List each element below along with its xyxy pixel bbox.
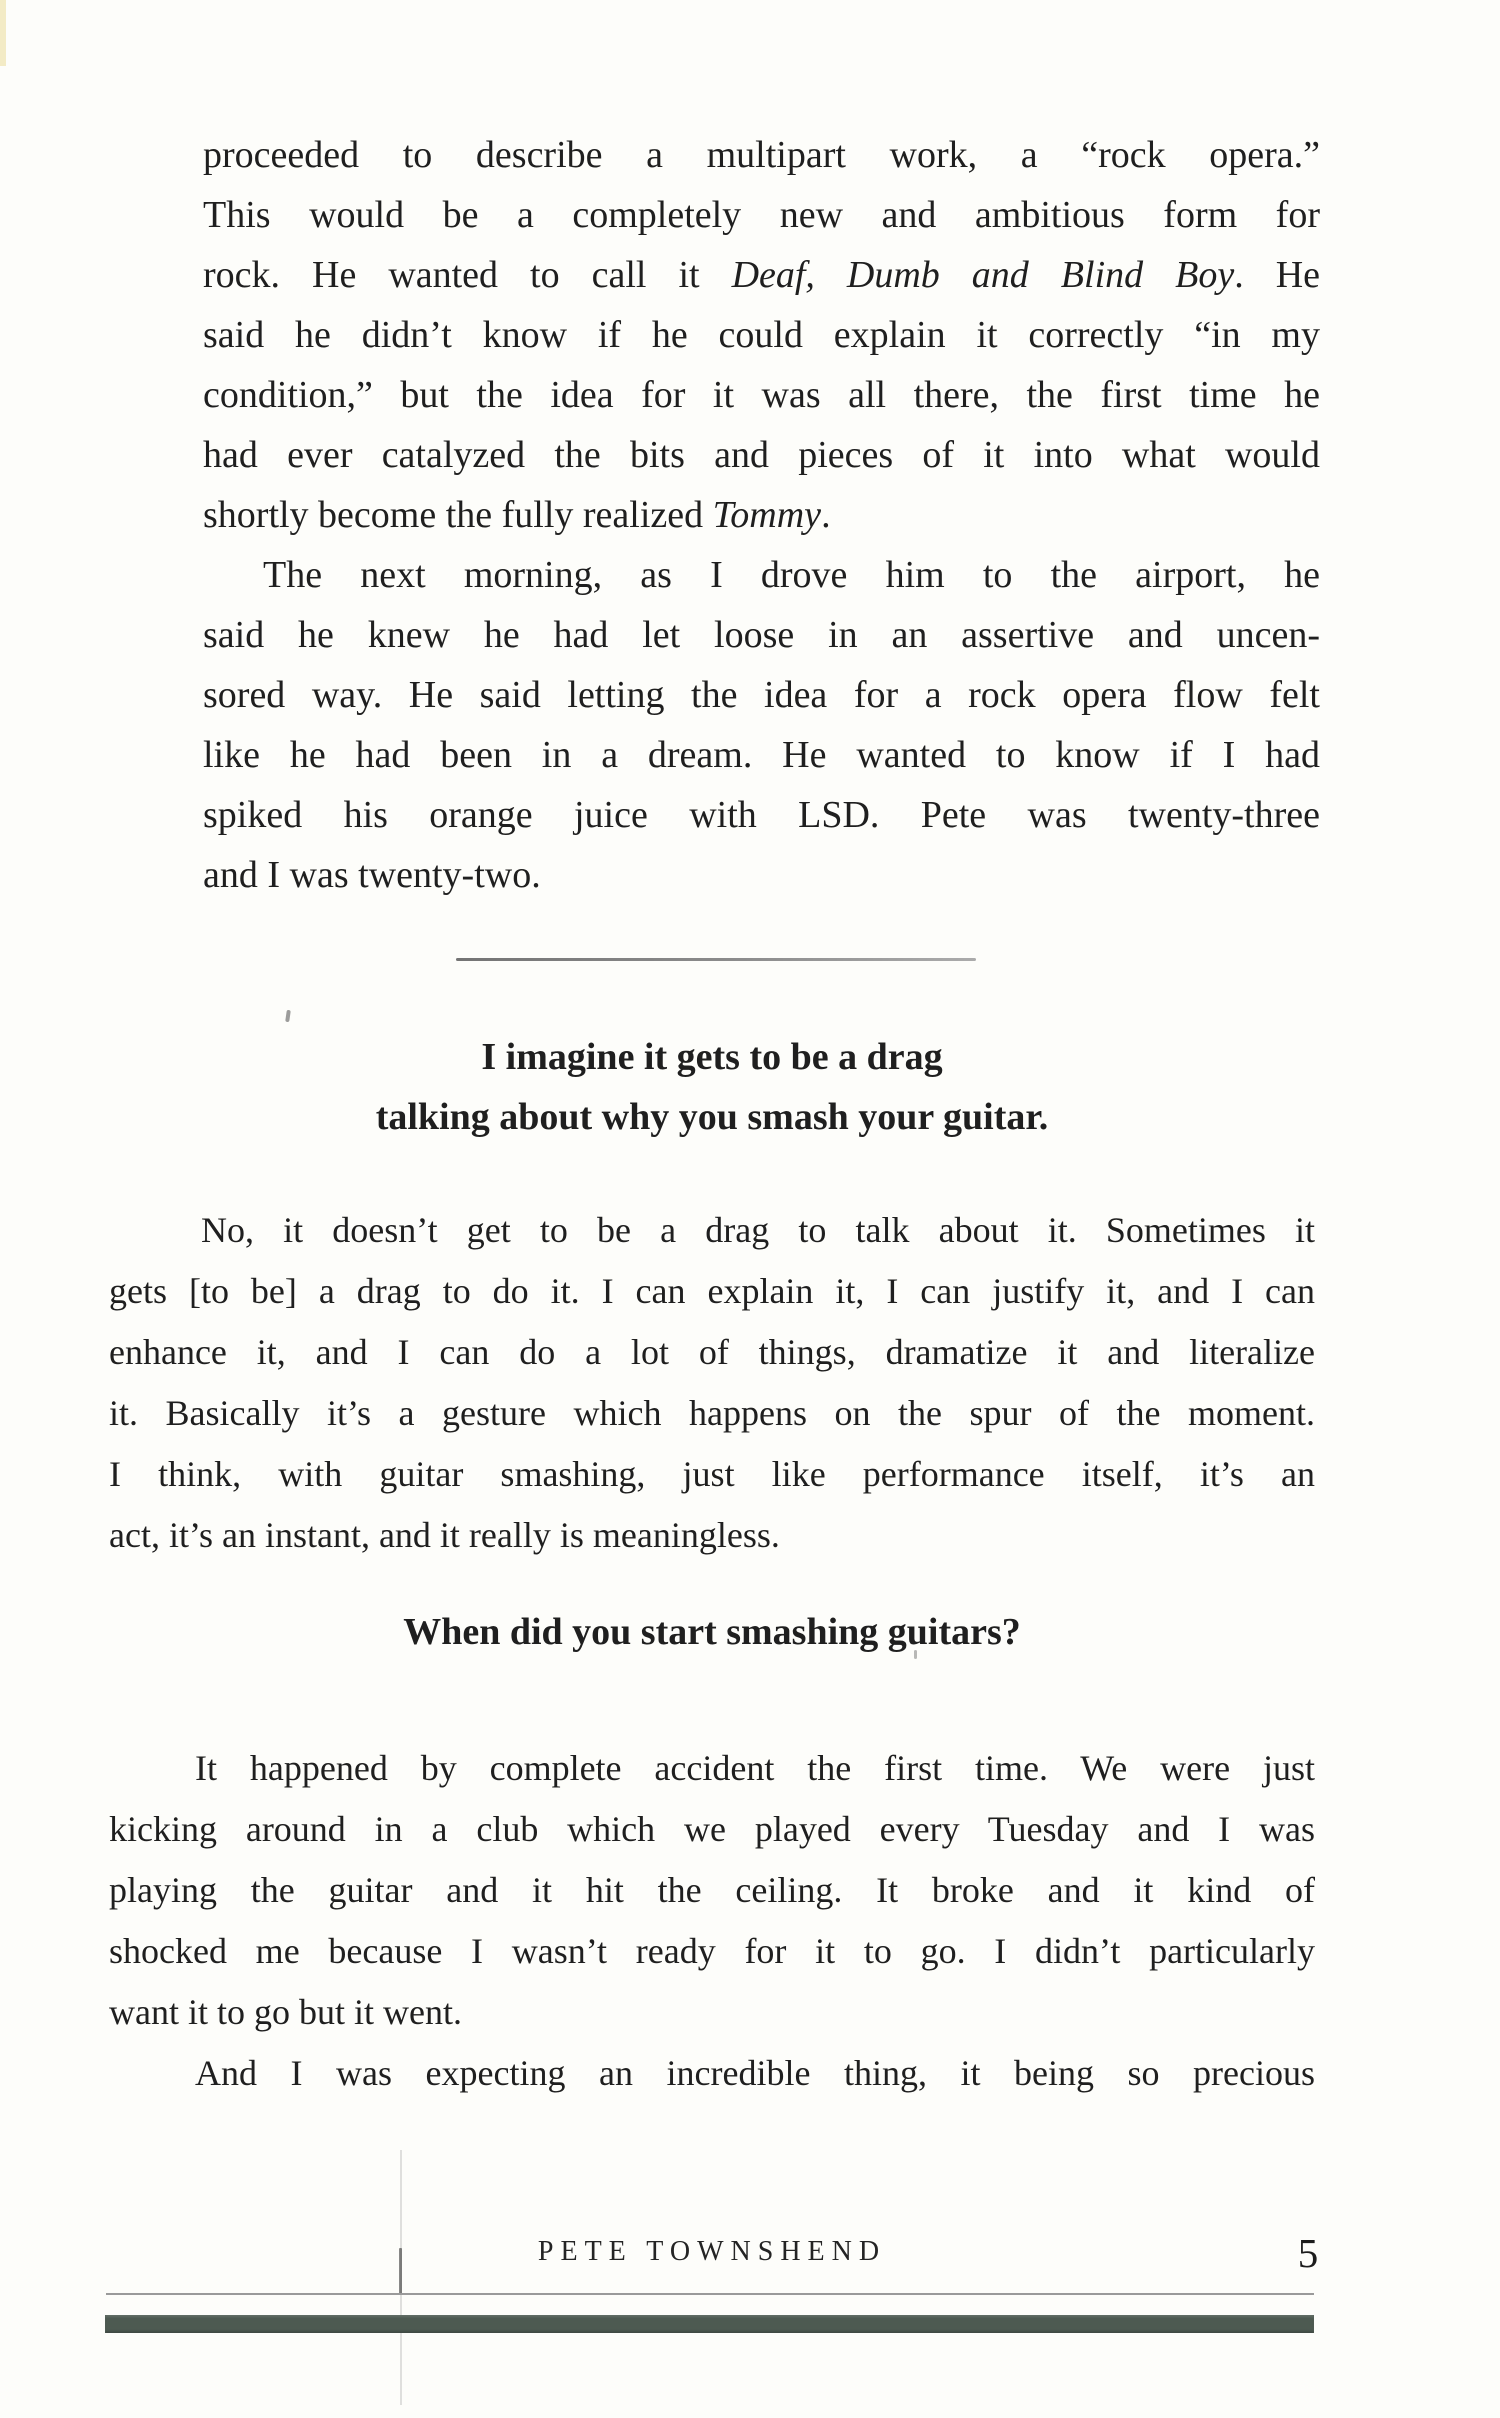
text-line: proceeded to describe a multipart work, a “rock opera.”: [203, 134, 1320, 176]
footer-thin-rule: [106, 2293, 1314, 2295]
interview-question-2: [109, 1602, 1315, 1662]
text-line: had ever catalyzed the bits and pieces of it into what would: [203, 434, 1320, 476]
text-line: enhance it, and I can do a lot of things, dramatize it and literalize: [109, 1332, 1315, 1372]
text-line: When did you start smashing guitars?: [403, 1611, 1021, 1653]
text-line: spiked his orange juice with LSD. Pete was twenty-three: [203, 794, 1320, 836]
text-line: It happened by complete accident the first time. We were just: [195, 1748, 1315, 1788]
text-line: talking about why you smash your guitar.: [375, 1096, 1049, 1138]
text-line: The next morning, as I drove him to the airport, he: [263, 554, 1320, 596]
text-line: it. Basically it’s a gesture which happens on the spur of the moment.: [109, 1393, 1315, 1433]
text-line: said he knew he had let loose in an assertive and uncen-: [203, 614, 1320, 656]
footer-page-number: 5: [1297, 2230, 1319, 2276]
text-line: shortly become the fully realized Tommy.: [203, 494, 831, 536]
scan-speck: [285, 1010, 291, 1022]
scan-speck: [914, 1650, 917, 1659]
footer-color-bar: [105, 2315, 1314, 2333]
section-divider: [456, 958, 976, 961]
text-line: kicking around in a club which we played every Tuesday and I was: [109, 1809, 1315, 1849]
text-line: said he didn’t know if he could explain it correctly “in my: [203, 314, 1320, 356]
text-line: This would be a completely new and ambitious form for: [203, 194, 1320, 236]
text-line: want it to go but it went.: [109, 1992, 462, 2032]
text-line: And I was expecting an incredible thing, it being so precious: [195, 2053, 1315, 2093]
scan-corner-artifact: [0, 0, 6, 66]
text-line: gets [to be] a drag to do it. I can explain it, I can justify it, and I can: [109, 1271, 1315, 1311]
text-line: and I was twenty-two.: [203, 854, 541, 896]
text-line: like he had been in a dream. He wanted to know if I had: [203, 734, 1320, 776]
text-line: I think, with guitar smashing, just like performance itself, it’s an: [109, 1454, 1315, 1494]
text-line: sored way. He said letting the idea for a rock opera flow felt: [203, 674, 1320, 716]
text-line: No, it doesn’t get to be a drag to talk about it. Sometimes it: [201, 1210, 1315, 1250]
text-line: shocked me because I wasn’t ready for it to go. I didn’t particularly: [109, 1931, 1315, 1971]
narrative-paragraphs: [203, 125, 1320, 905]
interview-answer-1: [109, 1200, 1315, 1566]
text-line: condition,” but the idea for it was all there, the first time he: [203, 374, 1320, 416]
text-line: I imagine it gets to be a drag: [481, 1036, 943, 1078]
text-line: rock. He wanted to call it Deaf, Dumb and Blind Boy. He: [203, 254, 1321, 296]
running-footer-author: PETE TOWNSHEND: [537, 2236, 887, 2267]
text-line: playing the guitar and it hit the ceiling. It broke and it kind of: [109, 1870, 1315, 1910]
interview-answer-2: [109, 1738, 1315, 2104]
text-line: act, it’s an instant, and it really is meaningless.: [109, 1515, 780, 1555]
interview-question-1: [109, 1027, 1315, 1147]
